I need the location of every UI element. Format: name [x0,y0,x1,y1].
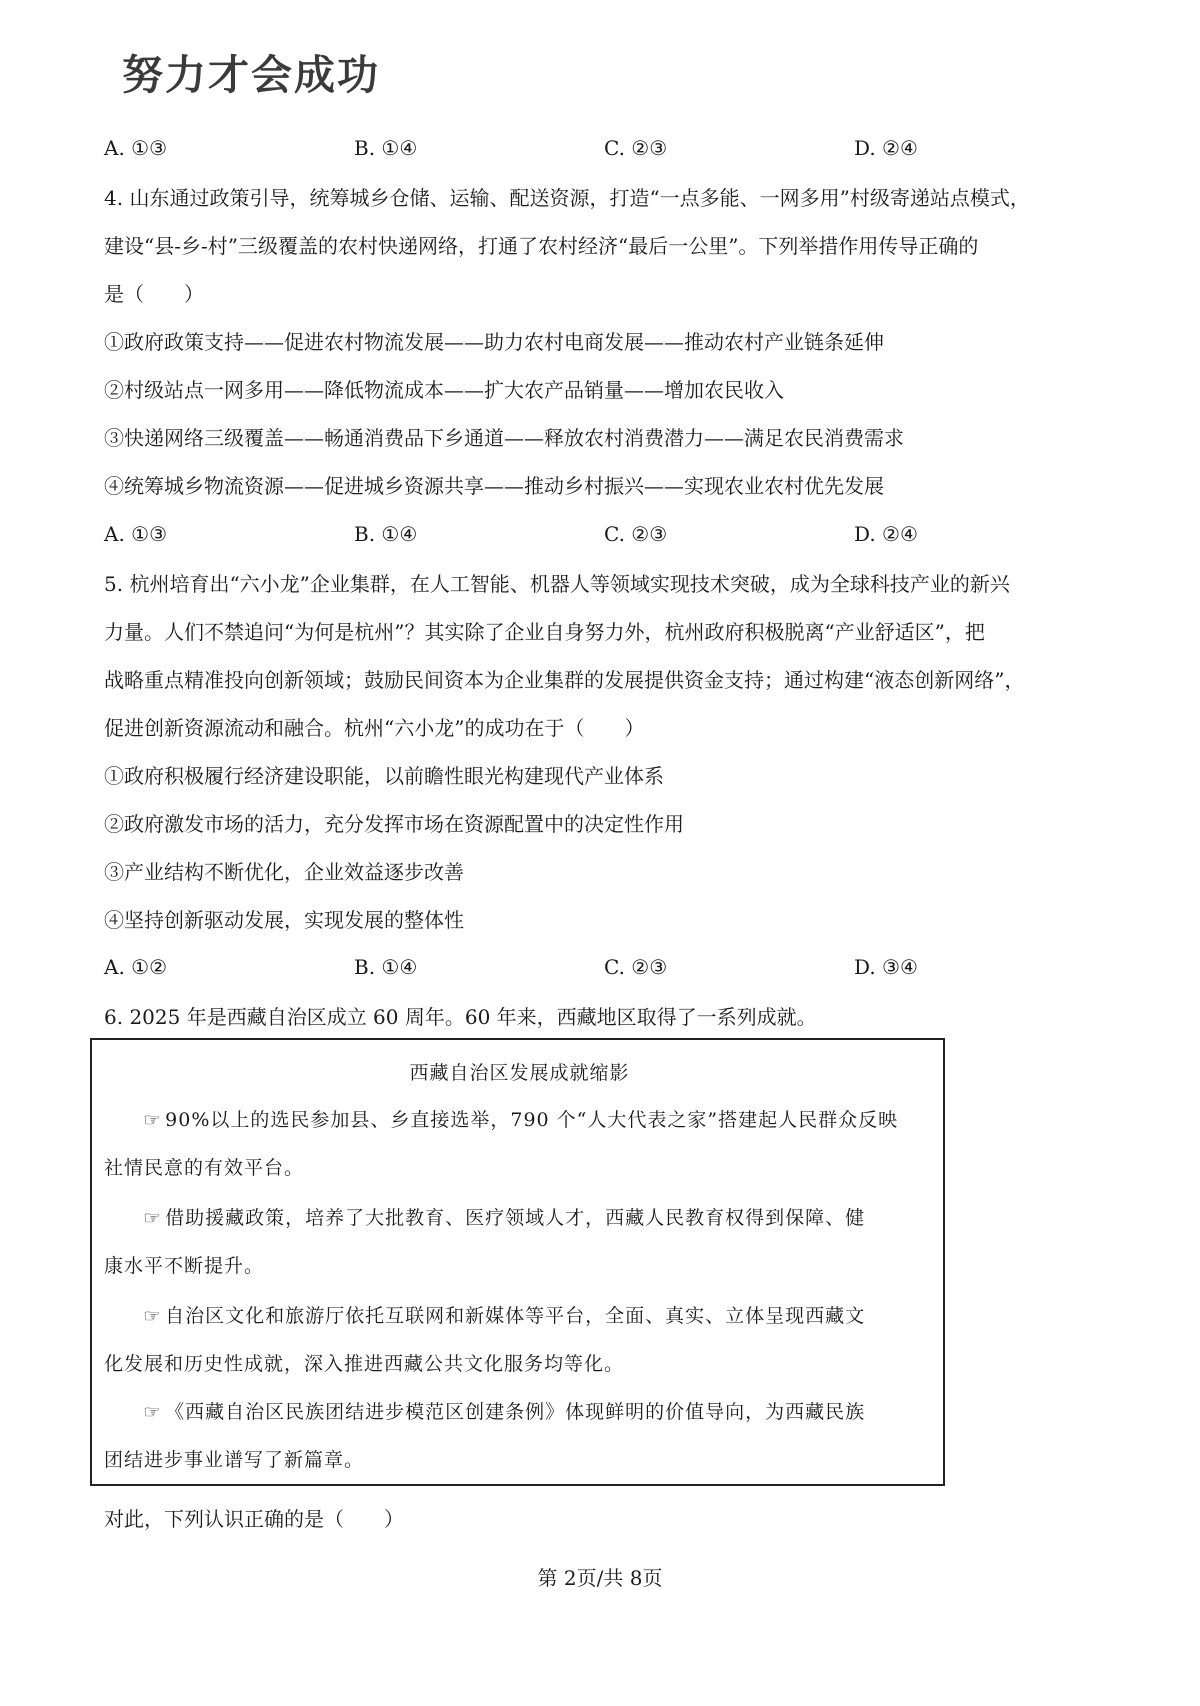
box-paragraph-1-line-2: 社情民意的有效平台。 [104,1157,305,1179]
q4-item-4: ④统筹城乡物流资源——促进城乡资源共享——推动乡村振兴——实现农业农村优先发展 [104,474,884,498]
box-p3-text-1: 自治区文化和旅游厅依托互联网和新媒体等平台，全面、真实、立体呈现西藏文 [165,1305,866,1327]
q5-stem-line-1: 5. 杭州培育出“六小龙”企业集群，在人工智能、机器人等领域实现技术突破，成为全球科技产业的新兴 [104,572,1010,596]
box-paragraph-2-line-2: 康水平不断提升。 [104,1255,265,1277]
pointing-hand-icon: ☞ [143,1110,162,1131]
pointing-hand-icon: ☞ [143,1208,162,1229]
box-paragraph-2-line-1 [144,1204,865,1233]
q4-stem-line-1: 4. 山东通过政策引导，统筹城乡仓储、运输、配送资源，打造“一点多能、一网多用”村级寄递站点模式， [104,186,1030,210]
box-p1-text-1: 90%以上的选民参加县、乡直接选举，790 个“人大代表之家”搭建起人民群众反映 [165,1109,899,1131]
q4-item-3: ③快递网络三级覆盖——畅通消费品下乡通道——释放农村消费潜力——满足农民消费需求 [104,426,904,450]
q4-option-a[interactable]: A. ①③ [104,522,168,546]
q5-item-1: ①政府积极履行经济建设职能，以前瞻性眼光构建现代产业体系 [104,764,664,788]
q6-question: 对此，下列认识正确的是（ ） [104,1507,404,1531]
box-p2-text-1: 借助援藏政策，培养了大批教育、医疗领域人才，西藏人民教育权得到保障、健 [165,1207,866,1229]
q5-option-a[interactable]: A. ①② [104,955,168,979]
q4-option-c[interactable]: C. ②③ [604,522,668,546]
q4-item-2: ②村级站点一网多用——降低物流成本——扩大农产品销量——增加农民收入 [104,378,784,402]
q5-item-3: ③产业结构不断优化，企业效益逐步改善 [104,860,464,884]
q4-option-d[interactable]: D. ②④ [854,522,918,546]
q5-option-d[interactable]: D. ③④ [854,955,918,979]
page-number: 第 2页/共 8页 [537,1566,663,1590]
q4-stem-line-3: 是（ ） [104,282,204,306]
q3-option-d[interactable]: D. ②④ [854,136,918,160]
q4-options [104,522,1004,550]
q3-option-a[interactable]: A. ①③ [104,136,168,160]
q3-option-c[interactable]: C. ②③ [604,136,668,160]
box-p4-text-1: 《西藏自治区民族团结进步模范区创建条例》体现鲜明的价值导向，为西藏民族 [165,1401,866,1423]
q5-option-b[interactable]: B. ①④ [354,955,418,979]
q5-item-4: ④坚持创新驱动发展，实现发展的整体性 [104,908,464,932]
q4-item-1: ①政府政策支持——促进农村物流发展——助力农村电商发展——推动农村产业链条延伸 [104,330,884,354]
q5-stem-line-3: 战略重点精准投向创新领域；鼓励民间资本为企业集群的发展提供资金支持；通过构建“液态创新网络”， [104,668,1025,692]
pointing-hand-icon: ☞ [143,1402,162,1423]
q5-item-2: ②政府激发市场的活力，充分发挥市场在资源配置中的决定性作用 [104,812,684,836]
q3-option-b[interactable]: B. ①④ [354,136,418,160]
box-paragraph-4-line-2: 团结进步事业谱写了新篇章。 [104,1449,365,1471]
box-paragraph-3-line-1 [144,1302,865,1331]
q3-options [104,136,1004,164]
header-slogan: 努力才会成功 [122,51,380,99]
box-paragraph-3-line-2: 化发展和历史性成就，深入推进西藏公共文化服务均等化。 [104,1353,625,1375]
q5-stem-line-2: 力量。人们不禁追问“为何是杭州”？其实除了企业自身努力外，杭州政府积极脱离“产业舒适区”，把 [104,620,985,644]
pointing-hand-icon: ☞ [143,1306,162,1327]
box-paragraph-4-line-1 [144,1398,865,1427]
q4-stem-line-2: 建设“县-乡-村”三级覆盖的农村快递网络，打通了农村经济“最后一公里”。下列举措作用传导正确的 [104,234,979,258]
q5-options [104,955,1004,983]
q6-stem: 6. 2025 年是西藏自治区成立 60 周年。60 年来，西藏地区取得了一系列成就。 [104,1005,817,1029]
q5-option-c[interactable]: C. ②③ [604,955,668,979]
achievement-box [90,1038,945,1486]
achievement-box-title: 西藏自治区发展成就缩影 [409,1062,630,1084]
q4-option-b[interactable]: B. ①④ [354,522,418,546]
q5-stem-line-4: 促进创新资源流动和融合。杭州“六小龙”的成功在于（ ） [104,716,645,740]
box-paragraph-1-line-1 [144,1106,898,1135]
